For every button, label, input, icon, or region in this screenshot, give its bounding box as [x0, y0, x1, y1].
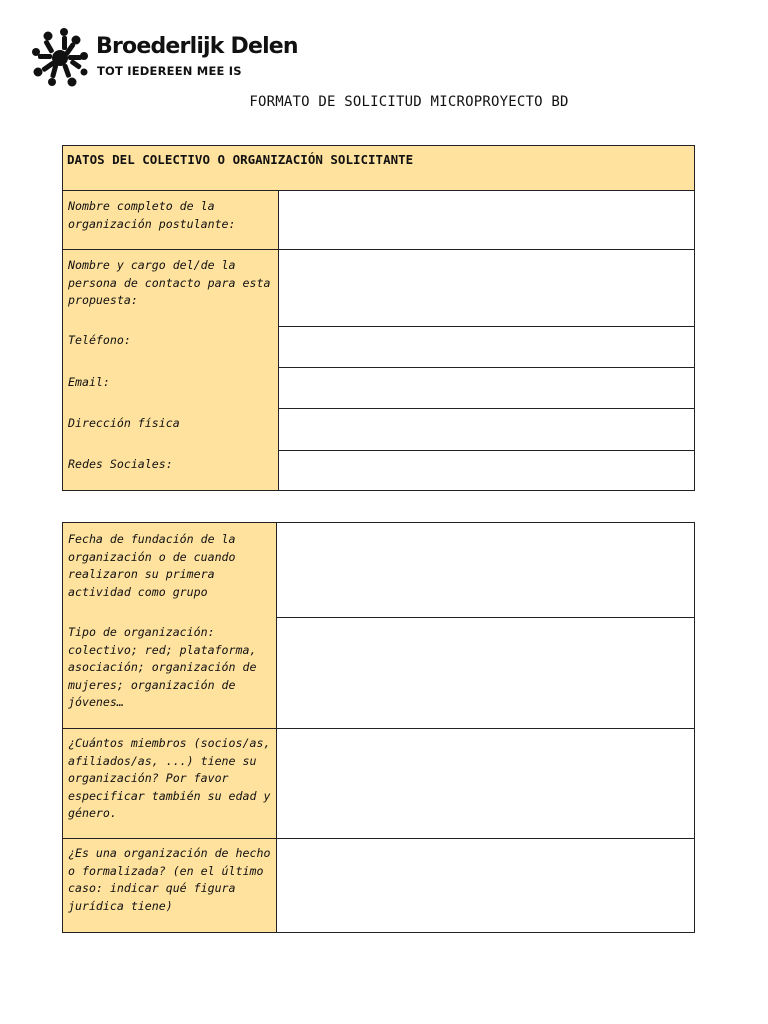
table-header: DATOS DEL COLECTIVO O ORGANIZACIÓN SOLICITANTE — [63, 146, 694, 190]
brand-name: Broederlijk Delen — [96, 34, 298, 59]
label-email: Email: — [68, 375, 110, 389]
label-tipo-organizacion: Tipo de organización: colectivo; red; plataforma, asociación; organización de mujeres; organización de jóvenes… — [68, 625, 257, 709]
field-persona-contacto[interactable] — [279, 250, 694, 325]
field-telefono[interactable] — [279, 327, 694, 367]
label-direccion: Dirección física — [68, 416, 180, 430]
field-tipo-organizacion[interactable] — [277, 618, 694, 727]
organization-details-table — [62, 522, 695, 933]
logo-mark-icon — [28, 26, 92, 90]
label-persona-contacto: Nombre y cargo del/de la persona de contacto para esta propuesta: — [68, 258, 271, 307]
field-email[interactable] — [279, 368, 694, 408]
logo — [28, 26, 298, 90]
label-fecha-fundacion: Fecha de fundación de la organización o de cuando realizaron su primera actividad como grupo — [68, 532, 236, 599]
field-organizacion-hecho[interactable] — [277, 839, 694, 932]
field-redes-sociales[interactable] — [279, 451, 694, 490]
field-direccion[interactable] — [279, 409, 694, 449]
brand-tagline: TOT IEDEREEN MEE IS — [97, 64, 242, 78]
organization-data-table — [62, 145, 695, 491]
label-cuantos-miembros: ¿Cuántos miembros (socios/as, afiliados/as, ...) tiene su organización? Por favor especificar también su edad y género. — [68, 736, 271, 820]
page-title: FORMATO DE SOLICITUD MICROPROYECTO BD — [249, 94, 569, 110]
label-nombre-organizacion: Nombre completo de la organización postulante: — [68, 199, 236, 231]
field-cuantos-miembros[interactable] — [277, 729, 694, 838]
field-nombre-organizacion[interactable] — [279, 191, 694, 249]
field-fecha-fundacion[interactable] — [277, 523, 694, 617]
label-redes-sociales: Redes Sociales: — [68, 457, 173, 471]
label-organizacion-hecho: ¿Es una organización de hecho o formalizada? (en el último caso: indicar qué figura jurídica tiene) — [68, 846, 271, 913]
label-telefono: Teléfono: — [68, 333, 131, 347]
